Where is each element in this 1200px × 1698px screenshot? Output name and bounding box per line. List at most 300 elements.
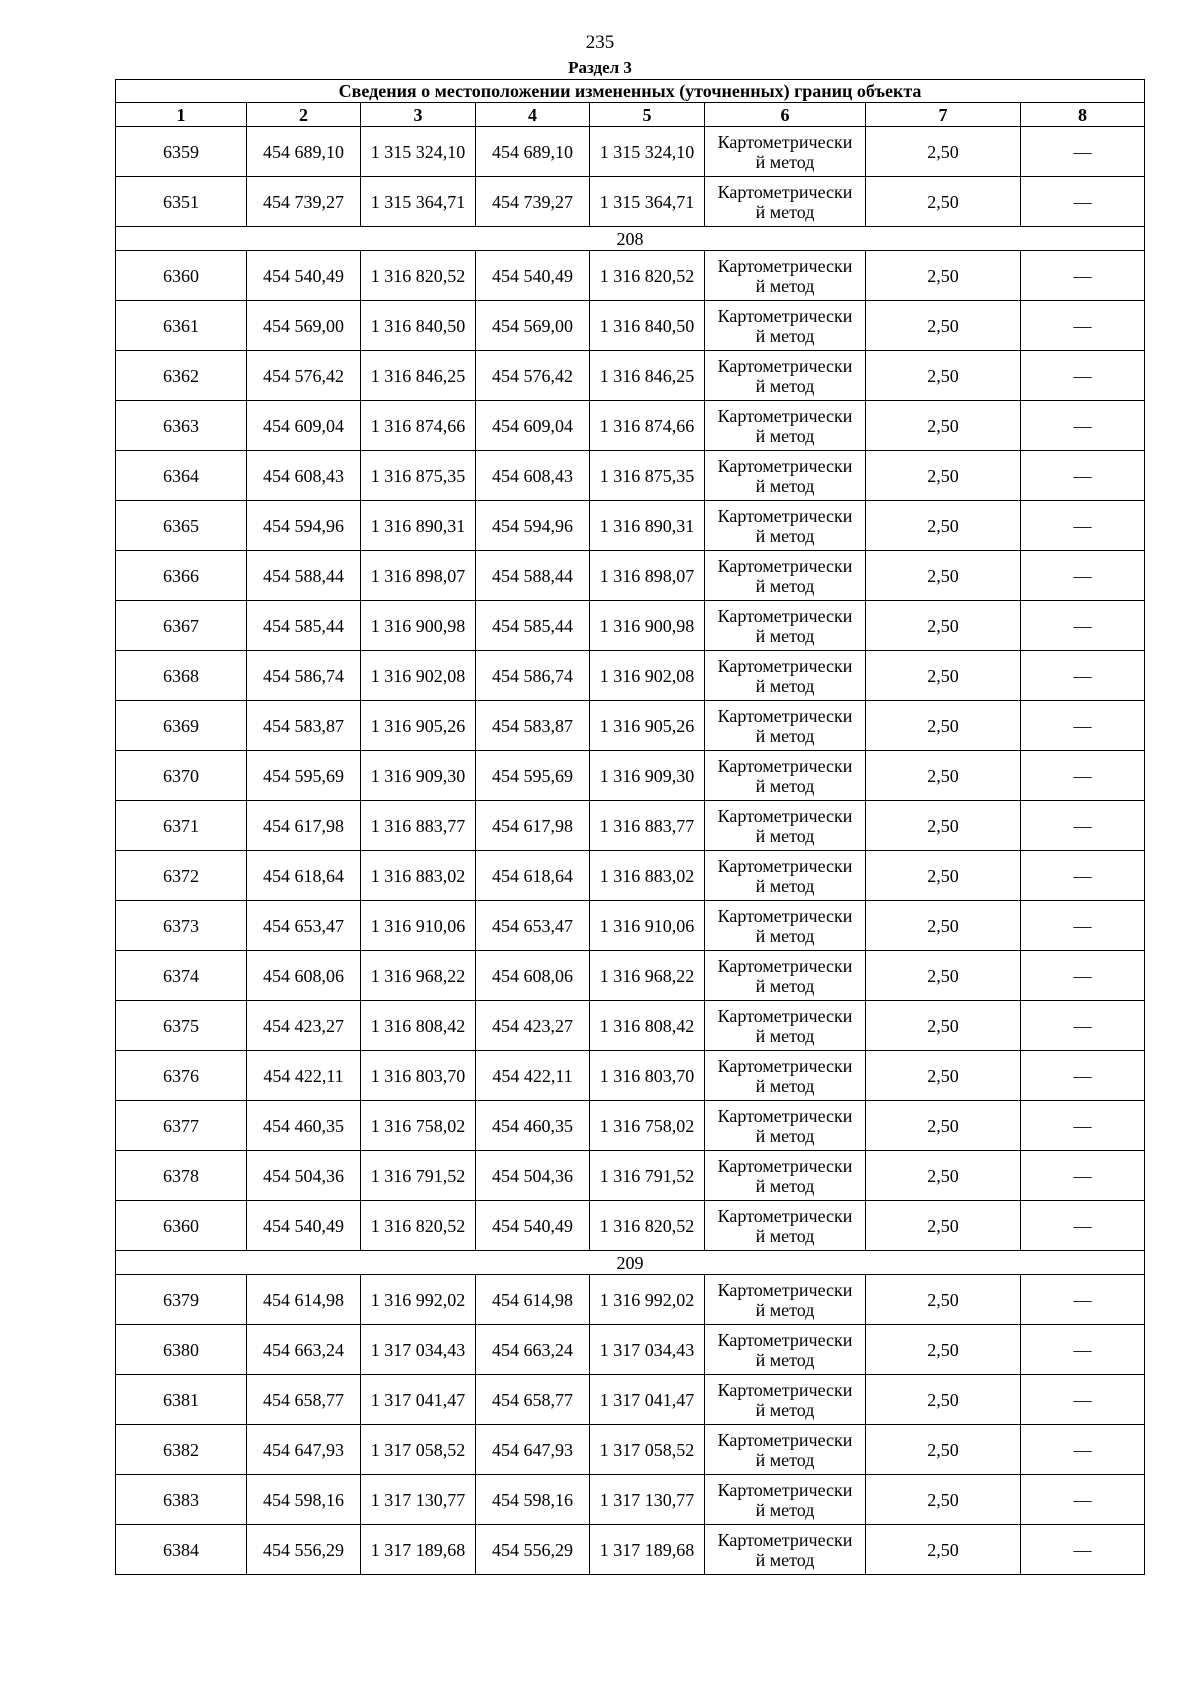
table-row [116, 1051, 1145, 1101]
note-cell: — [1021, 401, 1145, 451]
method-line: Картометрически [717, 305, 853, 326]
accuracy-cell: 2,50 [866, 901, 1021, 951]
x-new-cell: 454 608,43 [476, 451, 590, 501]
y-existing-cell: 1 316 905,26 [361, 701, 476, 751]
accuracy-cell: 2,50 [866, 1275, 1021, 1325]
method-line: й метод [755, 1499, 815, 1520]
column-number: 6 [705, 103, 866, 127]
note-cell: — [1021, 901, 1145, 951]
column-number: 7 [866, 103, 1021, 127]
x-new-cell: 454 689,10 [476, 127, 590, 177]
y-existing-cell: 1 316 875,35 [361, 451, 476, 501]
method-line: й метод [755, 275, 815, 296]
x-existing-cell: 454 617,98 [247, 801, 361, 851]
accuracy-cell: 2,50 [866, 451, 1021, 501]
y-new-cell: 1 316 820,52 [590, 251, 705, 301]
table-body [116, 127, 1145, 1575]
table-row [116, 701, 1145, 751]
table-row [116, 951, 1145, 1001]
table-row [116, 1001, 1145, 1051]
method-line: Картометрически [717, 355, 853, 376]
x-new-cell: 454 617,98 [476, 801, 590, 851]
x-new-cell: 454 609,04 [476, 401, 590, 451]
point-id-cell: 6365 [116, 501, 247, 551]
y-existing-cell: 1 316 900,98 [361, 601, 476, 651]
note-cell: — [1021, 801, 1145, 851]
method-line: Картометрически [717, 505, 853, 526]
method-line: й метод [755, 475, 815, 496]
method-cell [705, 301, 866, 351]
y-new-cell: 1 316 846,25 [590, 351, 705, 401]
x-existing-cell: 454 689,10 [247, 127, 361, 177]
x-existing-cell: 454 595,69 [247, 751, 361, 801]
point-id-cell: 6384 [116, 1525, 247, 1575]
y-new-cell: 1 316 898,07 [590, 551, 705, 601]
method-line: й метод [755, 1299, 815, 1320]
y-existing-cell: 1 316 758,02 [361, 1101, 476, 1151]
method-cell [705, 1051, 866, 1101]
method-line: й метод [755, 1549, 815, 1570]
point-id-cell: 6361 [116, 301, 247, 351]
method-line: й метод [755, 1449, 815, 1470]
x-existing-cell: 454 556,29 [247, 1525, 361, 1575]
point-id-cell: 6372 [116, 851, 247, 901]
method-line: й метод [755, 525, 815, 546]
table-row [116, 901, 1145, 951]
accuracy-cell: 2,50 [866, 351, 1021, 401]
y-new-cell: 1 316 875,35 [590, 451, 705, 501]
note-cell: — [1021, 177, 1145, 227]
point-id-cell: 6369 [116, 701, 247, 751]
y-existing-cell: 1 315 364,71 [361, 177, 476, 227]
method-line: й метод [755, 201, 815, 222]
point-id-cell: 6375 [116, 1001, 247, 1051]
column-number: 5 [590, 103, 705, 127]
table-row [116, 1275, 1145, 1325]
method-cell [705, 401, 866, 451]
note-cell: — [1021, 1201, 1145, 1251]
accuracy-cell: 2,50 [866, 251, 1021, 301]
x-existing-cell: 454 663,24 [247, 1325, 361, 1375]
note-cell: — [1021, 1275, 1145, 1325]
x-new-cell: 454 653,47 [476, 901, 590, 951]
point-id-cell: 6376 [116, 1051, 247, 1101]
note-cell: — [1021, 951, 1145, 1001]
y-new-cell: 1 316 883,77 [590, 801, 705, 851]
y-new-cell: 1 316 803,70 [590, 1051, 705, 1101]
method-line: й метод [755, 151, 815, 172]
method-line: Картометрически [717, 1529, 853, 1550]
accuracy-cell: 2,50 [866, 1475, 1021, 1525]
method-line: Картометрически [717, 805, 853, 826]
accuracy-cell: 2,50 [866, 1151, 1021, 1201]
table-row [116, 501, 1145, 551]
accuracy-cell: 2,50 [866, 551, 1021, 601]
method-line: Картометрически [717, 855, 853, 876]
method-cell [705, 1525, 866, 1575]
group-row [116, 1251, 1145, 1275]
column-number: 2 [247, 103, 361, 127]
point-id-cell: 6371 [116, 801, 247, 851]
method-line: й метод [755, 1125, 815, 1146]
y-new-cell: 1 316 900,98 [590, 601, 705, 651]
note-cell: — [1021, 127, 1145, 177]
x-existing-cell: 454 569,00 [247, 301, 361, 351]
x-new-cell: 454 739,27 [476, 177, 590, 227]
point-id-cell: 6374 [116, 951, 247, 1001]
note-cell: — [1021, 851, 1145, 901]
y-new-cell: 1 316 808,42 [590, 1001, 705, 1051]
coordinates-table [115, 79, 1145, 1575]
method-cell [705, 551, 866, 601]
point-id-cell: 6378 [116, 1151, 247, 1201]
y-existing-cell: 1 317 130,77 [361, 1475, 476, 1525]
method-line: й метод [755, 325, 815, 346]
table-row [116, 1475, 1145, 1525]
method-line: Картометрически [717, 181, 853, 202]
method-cell [705, 351, 866, 401]
point-id-cell: 6381 [116, 1375, 247, 1425]
x-existing-cell: 454 653,47 [247, 901, 361, 951]
method-line: й метод [755, 1075, 815, 1096]
y-existing-cell: 1 317 058,52 [361, 1425, 476, 1475]
method-line: й метод [755, 725, 815, 746]
method-cell [705, 701, 866, 751]
table-row [116, 401, 1145, 451]
method-line: й метод [755, 425, 815, 446]
method-line: й метод [755, 1399, 815, 1420]
note-cell: — [1021, 751, 1145, 801]
section-title: Раздел 3 [568, 58, 632, 77]
accuracy-cell: 2,50 [866, 1201, 1021, 1251]
note-cell: — [1021, 451, 1145, 501]
accuracy-cell: 2,50 [866, 1325, 1021, 1375]
method-cell [705, 901, 866, 951]
note-cell: — [1021, 651, 1145, 701]
y-new-cell: 1 316 890,31 [590, 501, 705, 551]
method-line: Картометрически [717, 405, 853, 426]
accuracy-cell: 2,50 [866, 851, 1021, 901]
x-new-cell: 454 594,96 [476, 501, 590, 551]
method-cell [705, 601, 866, 651]
y-new-cell: 1 317 034,43 [590, 1325, 705, 1375]
y-existing-cell: 1 315 324,10 [361, 127, 476, 177]
x-existing-cell: 454 422,11 [247, 1051, 361, 1101]
point-id-cell: 6373 [116, 901, 247, 951]
page-number: 235 [585, 32, 615, 53]
method-line: й метод [755, 1025, 815, 1046]
y-existing-cell: 1 316 910,06 [361, 901, 476, 951]
method-cell [705, 751, 866, 801]
x-new-cell: 454 588,44 [476, 551, 590, 601]
table-row [116, 351, 1145, 401]
table-row [116, 601, 1145, 651]
method-cell [705, 1201, 866, 1251]
y-new-cell: 1 316 902,08 [590, 651, 705, 701]
accuracy-cell: 2,50 [866, 801, 1021, 851]
note-cell: — [1021, 1151, 1145, 1201]
y-new-cell: 1 317 041,47 [590, 1375, 705, 1425]
table-row [116, 851, 1145, 901]
note-cell: — [1021, 551, 1145, 601]
y-existing-cell: 1 316 968,22 [361, 951, 476, 1001]
method-line: Картометрически [717, 1055, 853, 1076]
method-line: Картометрически [717, 1429, 853, 1450]
y-existing-cell: 1 316 820,52 [361, 251, 476, 301]
method-cell [705, 1151, 866, 1201]
accuracy-cell: 2,50 [866, 701, 1021, 751]
method-cell [705, 1375, 866, 1425]
method-line: Картометрически [717, 1379, 853, 1400]
x-new-cell: 454 585,44 [476, 601, 590, 651]
table-row [116, 1151, 1145, 1201]
x-existing-cell: 454 586,74 [247, 651, 361, 701]
table-row [116, 1201, 1145, 1251]
method-line: й метод [755, 875, 815, 896]
x-new-cell: 454 504,36 [476, 1151, 590, 1201]
method-line: Картометрически [717, 655, 853, 676]
x-new-cell: 454 614,98 [476, 1275, 590, 1325]
column-number: 1 [116, 103, 247, 127]
x-new-cell: 454 658,77 [476, 1375, 590, 1425]
method-cell [705, 1325, 866, 1375]
x-existing-cell: 454 540,49 [247, 1201, 361, 1251]
note-cell: — [1021, 1325, 1145, 1375]
note-cell: — [1021, 351, 1145, 401]
method-line: Картометрически [717, 1105, 853, 1126]
table-row [116, 801, 1145, 851]
method-cell [705, 951, 866, 1001]
accuracy-cell: 2,50 [866, 401, 1021, 451]
method-line: й метод [755, 925, 815, 946]
table-row [116, 1375, 1145, 1425]
method-cell [705, 251, 866, 301]
method-line: й метод [755, 1349, 815, 1370]
table-row [116, 1425, 1145, 1475]
accuracy-cell: 2,50 [866, 1525, 1021, 1575]
column-number: 4 [476, 103, 590, 127]
y-new-cell: 1 317 189,68 [590, 1525, 705, 1575]
x-new-cell: 454 618,64 [476, 851, 590, 901]
accuracy-cell: 2,50 [866, 177, 1021, 227]
point-id-cell: 6383 [116, 1475, 247, 1525]
y-new-cell: 1 316 791,52 [590, 1151, 705, 1201]
method-cell [705, 451, 866, 501]
column-number: 3 [361, 103, 476, 127]
method-line: Картометрически [717, 1479, 853, 1500]
method-line: Картометрически [717, 1005, 853, 1026]
point-id-cell: 6351 [116, 177, 247, 227]
method-line: Картометрически [717, 1205, 853, 1226]
note-cell: — [1021, 1475, 1145, 1525]
x-existing-cell: 454 608,43 [247, 451, 361, 501]
accuracy-cell: 2,50 [866, 601, 1021, 651]
accuracy-cell: 2,50 [866, 1101, 1021, 1151]
table-row [116, 1325, 1145, 1375]
accuracy-cell: 2,50 [866, 1051, 1021, 1101]
table-row [116, 751, 1145, 801]
x-existing-cell: 454 609,04 [247, 401, 361, 451]
note-cell: — [1021, 1001, 1145, 1051]
note-cell: — [1021, 1101, 1145, 1151]
point-id-cell: 6364 [116, 451, 247, 501]
point-id-cell: 6380 [116, 1325, 247, 1375]
method-line: й метод [755, 825, 815, 846]
method-cell [705, 851, 866, 901]
table-caption: Сведения о местоположении измененных (уточненных) границ объекта [116, 80, 1145, 103]
y-existing-cell: 1 316 874,66 [361, 401, 476, 451]
y-new-cell: 1 316 910,06 [590, 901, 705, 951]
x-existing-cell: 454 614,98 [247, 1275, 361, 1325]
y-new-cell: 1 315 324,10 [590, 127, 705, 177]
y-existing-cell: 1 316 890,31 [361, 501, 476, 551]
point-id-cell: 6359 [116, 127, 247, 177]
x-new-cell: 454 586,74 [476, 651, 590, 701]
method-line: й метод [755, 975, 815, 996]
point-id-cell: 6362 [116, 351, 247, 401]
y-new-cell: 1 316 968,22 [590, 951, 705, 1001]
note-cell: — [1021, 251, 1145, 301]
column-number-row [116, 103, 1145, 127]
x-existing-cell: 454 423,27 [247, 1001, 361, 1051]
y-existing-cell: 1 316 902,08 [361, 651, 476, 701]
note-cell: — [1021, 1425, 1145, 1475]
x-existing-cell: 454 540,49 [247, 251, 361, 301]
method-line: Картометрически [717, 1279, 853, 1300]
method-line: Картометрически [717, 905, 853, 926]
y-new-cell: 1 315 364,71 [590, 177, 705, 227]
y-existing-cell: 1 316 840,50 [361, 301, 476, 351]
x-new-cell: 454 569,00 [476, 301, 590, 351]
x-existing-cell: 454 504,36 [247, 1151, 361, 1201]
note-cell: — [1021, 301, 1145, 351]
method-line: й метод [755, 1225, 815, 1246]
accuracy-cell: 2,50 [866, 1001, 1021, 1051]
y-new-cell: 1 316 758,02 [590, 1101, 705, 1151]
method-cell [705, 501, 866, 551]
x-existing-cell: 454 576,42 [247, 351, 361, 401]
method-line: Картометрически [717, 705, 853, 726]
x-existing-cell: 454 460,35 [247, 1101, 361, 1151]
x-existing-cell: 454 594,96 [247, 501, 361, 551]
y-new-cell: 1 316 820,52 [590, 1201, 705, 1251]
y-new-cell: 1 316 840,50 [590, 301, 705, 351]
y-new-cell: 1 316 905,26 [590, 701, 705, 751]
method-line: Картометрически [717, 131, 853, 152]
point-id-cell: 6367 [116, 601, 247, 651]
method-cell [705, 177, 866, 227]
method-line: Картометрически [717, 605, 853, 626]
method-line: Картометрически [717, 955, 853, 976]
note-cell: — [1021, 501, 1145, 551]
method-line: й метод [755, 775, 815, 796]
x-new-cell: 454 576,42 [476, 351, 590, 401]
x-new-cell: 454 540,49 [476, 1201, 590, 1251]
method-line: Картометрически [717, 1155, 853, 1176]
x-existing-cell: 454 588,44 [247, 551, 361, 601]
y-existing-cell: 1 316 909,30 [361, 751, 476, 801]
accuracy-cell: 2,50 [866, 301, 1021, 351]
x-existing-cell: 454 618,64 [247, 851, 361, 901]
note-cell: — [1021, 1375, 1145, 1425]
x-new-cell: 454 556,29 [476, 1525, 590, 1575]
y-existing-cell: 1 317 034,43 [361, 1325, 476, 1375]
point-id-cell: 6377 [116, 1101, 247, 1151]
y-existing-cell: 1 316 992,02 [361, 1275, 476, 1325]
x-new-cell: 454 422,11 [476, 1051, 590, 1101]
group-label: 209 [116, 1251, 1145, 1275]
method-line: й метод [755, 375, 815, 396]
y-existing-cell: 1 316 791,52 [361, 1151, 476, 1201]
column-number: 8 [1021, 103, 1145, 127]
method-line: Картометрически [717, 755, 853, 776]
method-line: Картометрически [717, 555, 853, 576]
table-row [116, 177, 1145, 227]
x-existing-cell: 454 739,27 [247, 177, 361, 227]
note-cell: — [1021, 601, 1145, 651]
method-cell [705, 1101, 866, 1151]
x-new-cell: 454 595,69 [476, 751, 590, 801]
method-cell [705, 1001, 866, 1051]
x-existing-cell: 454 598,16 [247, 1475, 361, 1525]
note-cell: — [1021, 1051, 1145, 1101]
method-cell [705, 1425, 866, 1475]
x-new-cell: 454 460,35 [476, 1101, 590, 1151]
x-existing-cell: 454 583,87 [247, 701, 361, 751]
table-row [116, 301, 1145, 351]
accuracy-cell: 2,50 [866, 1375, 1021, 1425]
y-existing-cell: 1 316 820,52 [361, 1201, 476, 1251]
method-cell [705, 127, 866, 177]
point-id-cell: 6370 [116, 751, 247, 801]
y-existing-cell: 1 316 803,70 [361, 1051, 476, 1101]
y-new-cell: 1 317 130,77 [590, 1475, 705, 1525]
y-existing-cell: 1 316 846,25 [361, 351, 476, 401]
x-new-cell: 454 598,16 [476, 1475, 590, 1525]
y-new-cell: 1 316 874,66 [590, 401, 705, 451]
y-new-cell: 1 316 883,02 [590, 851, 705, 901]
table-row [116, 1525, 1145, 1575]
table-row [116, 251, 1145, 301]
note-cell: — [1021, 701, 1145, 751]
table-row [116, 127, 1145, 177]
y-new-cell: 1 317 058,52 [590, 1425, 705, 1475]
accuracy-cell: 2,50 [866, 751, 1021, 801]
point-id-cell: 6368 [116, 651, 247, 701]
point-id-cell: 6360 [116, 251, 247, 301]
x-new-cell: 454 663,24 [476, 1325, 590, 1375]
table-row [116, 551, 1145, 601]
y-existing-cell: 1 316 898,07 [361, 551, 476, 601]
accuracy-cell: 2,50 [866, 951, 1021, 1001]
y-existing-cell: 1 316 808,42 [361, 1001, 476, 1051]
y-existing-cell: 1 316 883,77 [361, 801, 476, 851]
method-line: й метод [755, 1175, 815, 1196]
y-new-cell: 1 316 909,30 [590, 751, 705, 801]
x-existing-cell: 454 658,77 [247, 1375, 361, 1425]
x-existing-cell: 454 608,06 [247, 951, 361, 1001]
method-cell [705, 801, 866, 851]
point-id-cell: 6363 [116, 401, 247, 451]
table-row [116, 651, 1145, 701]
method-line: й метод [755, 625, 815, 646]
point-id-cell: 6366 [116, 551, 247, 601]
x-existing-cell: 454 585,44 [247, 601, 361, 651]
method-cell [705, 1275, 866, 1325]
x-new-cell: 454 423,27 [476, 1001, 590, 1051]
method-cell [705, 651, 866, 701]
x-new-cell: 454 647,93 [476, 1425, 590, 1475]
